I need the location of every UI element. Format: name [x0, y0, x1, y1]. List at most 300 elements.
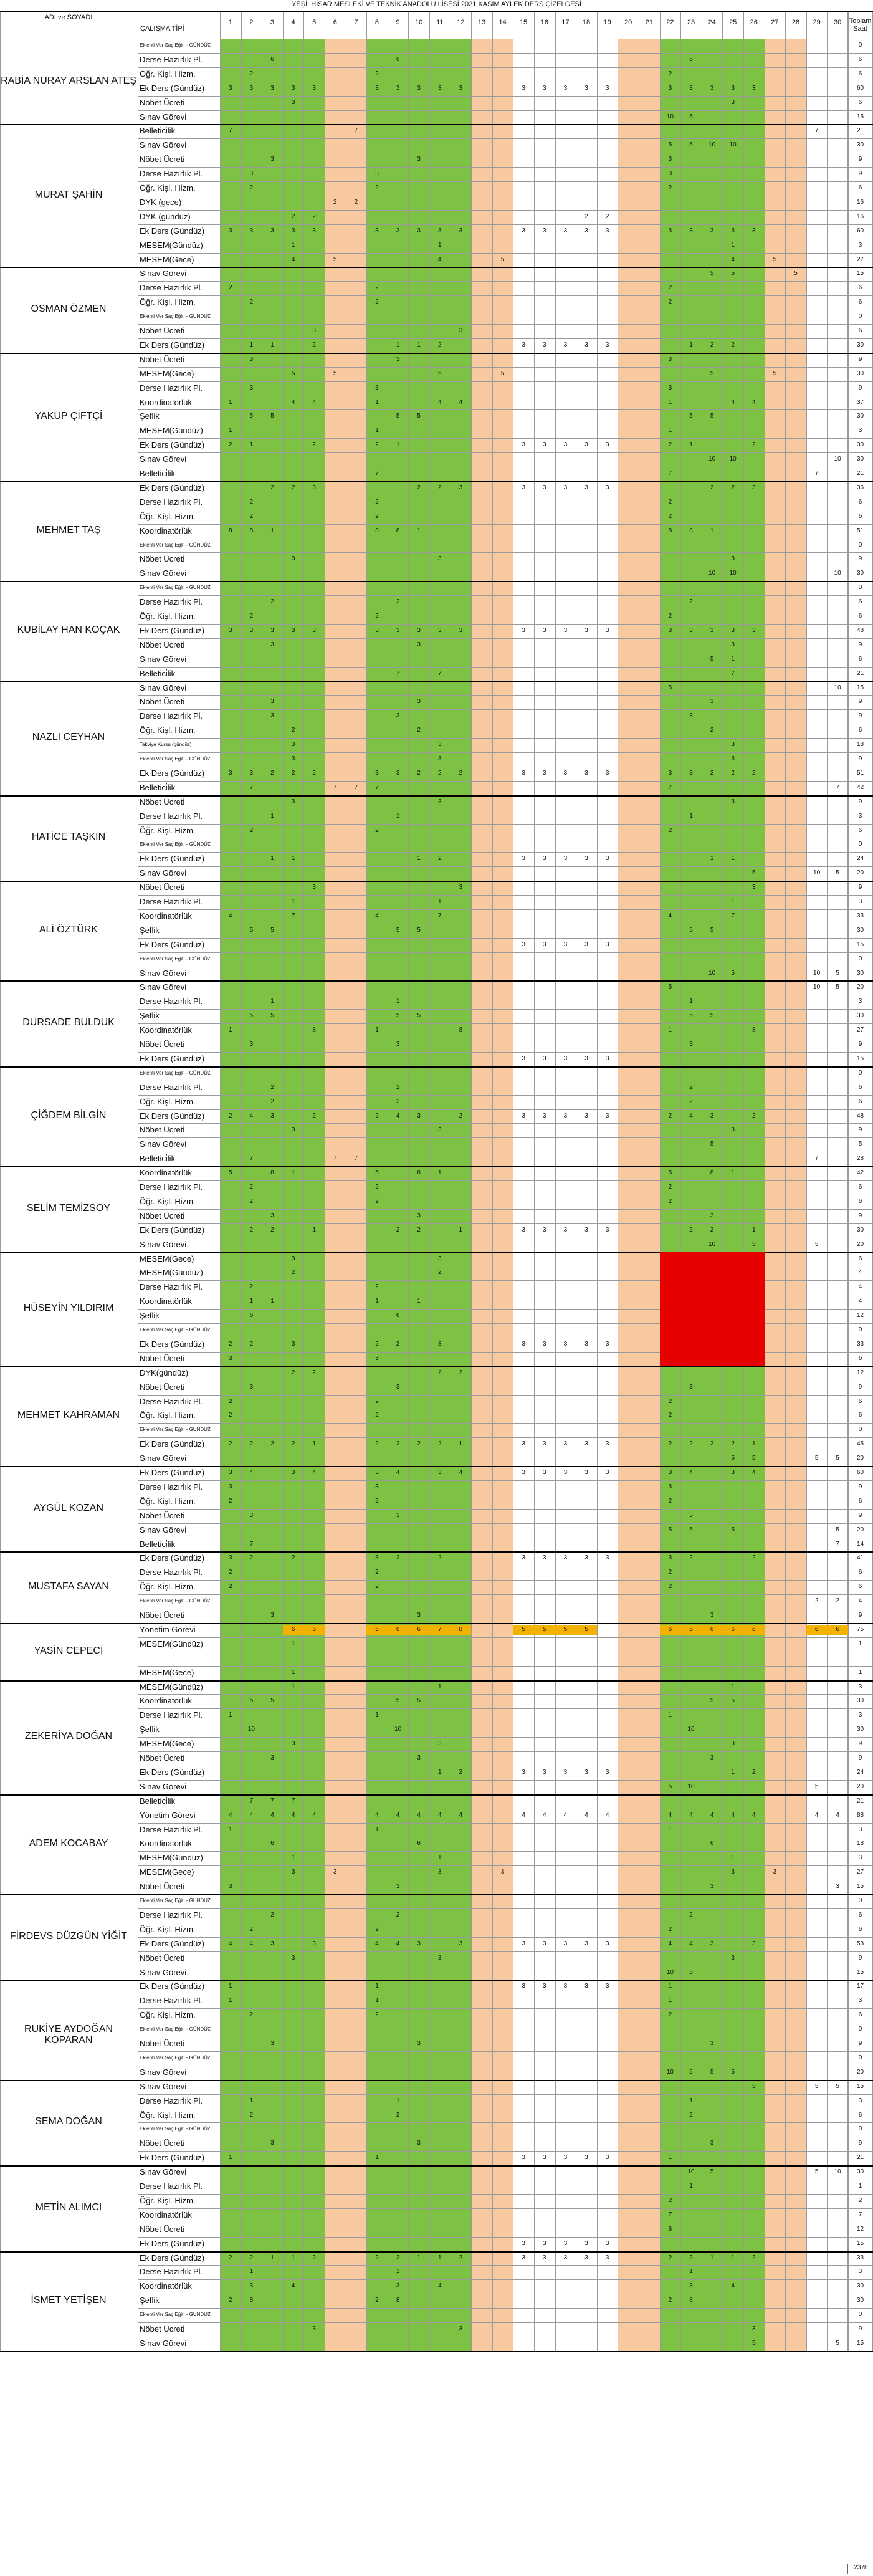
- hour-cell-day-22[interactable]: 2: [668, 1569, 672, 1576]
- hour-cell-day-10[interactable]: 3: [417, 1755, 421, 1761]
- hour-cell-day-2[interactable]: 4: [249, 1112, 254, 1119]
- hour-cell-day-1[interactable]: 3: [229, 1469, 232, 1476]
- hour-cell-day-8[interactable]: 3: [375, 1554, 379, 1562]
- hour-cell-day-24[interactable]: 5: [710, 2168, 714, 2176]
- hour-cell-day-26[interactable]: 8: [752, 1027, 756, 1034]
- hour-cell-day-3[interactable]: 3: [270, 712, 274, 720]
- hour-cell-day-4[interactable]: 1: [291, 1169, 295, 1177]
- hour-cell-day-5[interactable]: 4: [312, 398, 316, 406]
- hour-cell-day-22[interactable]: 4: [668, 1940, 672, 1947]
- hour-cell-day-17[interactable]: 3: [563, 1112, 568, 1119]
- hour-cell-day-18[interactable]: 3: [584, 1440, 588, 1448]
- hour-cell-day-8[interactable]: 2: [375, 498, 379, 505]
- hour-cell-day-18[interactable]: 3: [584, 2154, 588, 2162]
- hour-cell-day-9[interactable]: 6: [396, 1312, 400, 1319]
- hour-cell-day-24[interactable]: 3: [710, 1755, 714, 1761]
- hour-cell-day-4[interactable]: 3: [291, 98, 295, 106]
- hour-cell-day-19[interactable]: 3: [605, 1340, 609, 1348]
- hour-cell-day-1[interactable]: 3: [229, 1554, 232, 1562]
- hour-cell-day-29[interactable]: 4: [814, 1811, 819, 1819]
- hour-cell-day-24[interactable]: 1: [710, 2254, 714, 2261]
- hour-cell-day-3[interactable]: 1: [270, 2254, 274, 2261]
- hour-cell-day-1[interactable]: 2: [229, 1497, 232, 1505]
- hour-cell-day-4[interactable]: 3: [291, 1954, 295, 1961]
- hour-cell-day-10[interactable]: 3: [417, 1612, 421, 1619]
- hour-cell-day-5[interactable]: 6: [303, 1625, 325, 1635]
- hour-cell-day-29[interactable]: 7: [814, 127, 819, 135]
- hour-cell-day-28[interactable]: 5: [794, 270, 798, 277]
- hour-cell-day-23[interactable]: 1: [689, 441, 693, 449]
- hour-cell-day-1[interactable]: 3: [229, 1483, 232, 1490]
- hour-cell-day-3[interactable]: 3: [270, 227, 274, 234]
- hour-cell-day-4[interactable]: 1: [291, 1669, 295, 1676]
- hour-cell-day-11[interactable]: 3: [438, 798, 442, 805]
- hour-cell-day-6[interactable]: 2: [333, 198, 337, 206]
- hour-cell-day-18[interactable]: 5: [576, 1625, 597, 1635]
- hour-cell-day-29[interactable]: 6: [806, 1625, 828, 1635]
- hour-cell-day-16[interactable]: 3: [543, 1340, 546, 1348]
- hour-cell-day-19[interactable]: 3: [605, 2154, 609, 2162]
- hour-cell-day-12[interactable]: 3: [459, 484, 463, 491]
- hour-cell-day-11[interactable]: 2: [438, 769, 442, 777]
- hour-cell-day-9[interactable]: 2: [396, 1440, 400, 1448]
- hour-cell-day-2[interactable]: 5: [249, 1012, 254, 1020]
- hour-cell-day-15[interactable]: 3: [522, 1469, 525, 1476]
- hour-cell-day-23[interactable]: 2: [689, 2254, 693, 2261]
- hour-cell-day-10[interactable]: 2: [417, 727, 421, 734]
- hour-cell-day-5[interactable]: 2: [312, 213, 316, 220]
- hour-cell-day-1[interactable]: 7: [229, 127, 232, 135]
- hour-cell-day-2[interactable]: 3: [249, 1511, 254, 1519]
- hour-cell-day-22[interactable]: 2: [668, 1397, 672, 1405]
- hour-cell-day-8[interactable]: 1: [375, 427, 379, 434]
- hour-cell-day-22[interactable]: 2: [668, 2196, 672, 2204]
- hour-cell-day-22[interactable]: 3: [668, 227, 672, 234]
- hour-cell-day-5[interactable]: 4: [312, 1811, 316, 1819]
- hour-cell-day-1[interactable]: 3: [229, 227, 232, 234]
- hour-cell-day-19[interactable]: 3: [605, 1768, 609, 1776]
- hour-cell-day-8[interactable]: 1: [375, 1027, 379, 1034]
- hour-cell-day-17[interactable]: 5: [555, 1625, 576, 1635]
- hour-cell-day-22[interactable]: 5: [668, 1169, 672, 1177]
- hour-cell-day-2[interactable]: 2: [249, 1226, 254, 1233]
- hour-cell-day-22[interactable]: 3: [668, 769, 672, 777]
- hour-cell-day-11[interactable]: 3: [438, 84, 442, 92]
- hour-cell-day-18[interactable]: 3: [584, 1469, 588, 1476]
- hour-cell-day-15[interactable]: 3: [522, 227, 525, 234]
- hour-cell-day-23[interactable]: 10: [687, 1726, 695, 1733]
- hour-cell-day-17[interactable]: 3: [563, 2239, 568, 2247]
- hour-cell-day-26[interactable]: 3: [752, 1940, 756, 1947]
- hour-cell-day-10[interactable]: 5: [417, 413, 421, 420]
- hour-cell-day-22[interactable]: 3: [668, 1554, 672, 1562]
- hour-cell-day-18[interactable]: 3: [584, 1112, 588, 1119]
- hour-cell-day-2[interactable]: 5: [249, 926, 254, 934]
- hour-cell-day-29[interactable]: 7: [814, 1155, 819, 1162]
- hour-cell-day-3[interactable]: 5: [270, 1697, 274, 1705]
- hour-cell-day-25[interactable]: 7: [731, 669, 735, 677]
- hour-cell-day-3[interactable]: 6: [270, 55, 274, 63]
- hour-cell-day-26[interactable]: 3: [752, 484, 756, 491]
- hour-cell-day-5[interactable]: 2: [312, 1369, 316, 1376]
- hour-cell-day-24[interactable]: 2: [710, 341, 714, 348]
- hour-cell-day-4[interactable]: 1: [291, 1854, 295, 1862]
- hour-cell-day-30[interactable]: 5: [836, 869, 839, 877]
- hour-cell-day-1[interactable]: 1: [229, 2154, 232, 2162]
- hour-cell-day-12[interactable]: 3: [459, 884, 463, 891]
- hour-cell-day-23[interactable]: 10: [687, 1783, 695, 1790]
- hour-cell-day-23[interactable]: 6: [680, 1625, 702, 1635]
- hour-cell-day-9[interactable]: 3: [396, 626, 400, 634]
- hour-cell-day-2[interactable]: 3: [249, 1383, 254, 1391]
- hour-cell-day-19[interactable]: 3: [605, 626, 609, 634]
- hour-cell-day-23[interactable]: 2: [689, 1911, 693, 1918]
- hour-cell-day-9[interactable]: 5: [396, 1697, 400, 1705]
- hour-cell-day-26[interactable]: 2: [752, 1112, 756, 1119]
- hour-cell-day-1[interactable]: 2: [229, 1569, 232, 1576]
- hour-cell-day-9[interactable]: 3: [396, 769, 400, 777]
- hour-cell-day-2[interactable]: 2: [249, 1197, 254, 1205]
- hour-cell-day-24[interactable]: 3: [710, 84, 714, 92]
- hour-cell-day-30[interactable]: 3: [836, 1883, 839, 1890]
- hour-cell-day-29[interactable]: 7: [814, 470, 819, 477]
- hour-cell-day-8[interactable]: 4: [375, 1940, 379, 1947]
- hour-cell-day-23[interactable]: 3: [689, 1041, 693, 1048]
- hour-cell-day-2[interactable]: 2: [249, 70, 254, 77]
- hour-cell-day-11[interactable]: 3: [438, 555, 442, 563]
- hour-cell-day-22[interactable]: 3: [668, 355, 672, 363]
- hour-cell-day-11[interactable]: 1: [438, 1768, 442, 1776]
- hour-cell-day-29[interactable]: 2: [814, 1597, 819, 1605]
- hour-cell-day-22[interactable]: 2: [668, 284, 672, 292]
- hour-cell-day-23[interactable]: 5: [689, 413, 693, 420]
- hour-cell-day-15[interactable]: 4: [522, 1811, 525, 1819]
- hour-cell-day-4[interactable]: 3: [291, 1340, 295, 1348]
- hour-cell-day-25[interactable]: 5: [731, 969, 735, 977]
- hour-cell-day-10[interactable]: 3: [417, 641, 421, 648]
- hour-cell-day-2[interactable]: 2: [249, 1925, 254, 1933]
- hour-cell-day-26[interactable]: 3: [752, 884, 756, 891]
- hour-cell-day-5[interactable]: 4: [312, 1469, 316, 1476]
- hour-cell-day-3[interactable]: 8: [270, 1169, 274, 1177]
- hour-cell-day-22[interactable]: 4: [668, 1811, 672, 1819]
- hour-cell-day-8[interactable]: 1: [375, 398, 379, 406]
- hour-cell-day-27[interactable]: 5: [773, 256, 777, 263]
- hour-cell-day-10[interactable]: 2: [417, 484, 421, 491]
- hour-cell-day-30[interactable]: 4: [836, 1811, 839, 1819]
- hour-cell-day-1[interactable]: 2: [229, 1583, 232, 1591]
- hour-cell-day-1[interactable]: 4: [229, 1811, 232, 1819]
- hour-cell-day-15[interactable]: 3: [522, 2154, 525, 2162]
- hour-cell-day-2[interactable]: 8: [249, 2297, 254, 2304]
- hour-cell-day-8[interactable]: 2: [375, 613, 379, 620]
- hour-cell-day-9[interactable]: 1: [396, 441, 400, 449]
- hour-cell-day-23[interactable]: 4: [689, 1469, 693, 1476]
- hour-cell-day-6[interactable]: 7: [333, 783, 337, 791]
- hour-cell-day-9[interactable]: 4: [396, 1940, 400, 1947]
- hour-cell-day-22[interactable]: 2: [668, 1440, 672, 1448]
- hour-cell-day-27[interactable]: 5: [773, 370, 777, 377]
- hour-cell-day-1[interactable]: 2: [229, 1412, 232, 1419]
- hour-cell-day-9[interactable]: 7: [396, 669, 400, 677]
- hour-cell-day-5[interactable]: 2: [312, 769, 316, 777]
- hour-cell-day-8[interactable]: 2: [375, 1569, 379, 1576]
- hour-cell-day-24[interactable]: 1: [710, 527, 714, 534]
- hour-cell-day-9[interactable]: 6: [396, 55, 400, 63]
- hour-cell-day-2[interactable]: 2: [249, 613, 254, 620]
- hour-cell-day-10[interactable]: 6: [417, 1840, 421, 1847]
- hour-cell-day-25[interactable]: 1: [731, 898, 735, 905]
- hour-cell-day-3[interactable]: 3: [270, 2140, 274, 2147]
- hour-cell-day-23[interactable]: 3: [689, 626, 693, 634]
- hour-cell-day-25[interactable]: 4: [731, 398, 735, 406]
- hour-cell-day-23[interactable]: 6: [689, 55, 693, 63]
- hour-cell-day-25[interactable]: 5: [731, 270, 735, 277]
- hour-cell-day-10[interactable]: 3: [417, 698, 421, 706]
- hour-cell-day-24[interactable]: 3: [710, 1883, 714, 1890]
- hour-cell-day-15[interactable]: 3: [522, 1340, 525, 1348]
- hour-cell-day-23[interactable]: 1: [689, 2097, 693, 2104]
- hour-cell-day-2[interactable]: 4: [249, 1469, 254, 1476]
- hour-cell-day-18[interactable]: 3: [584, 1226, 588, 1233]
- hour-cell-day-5[interactable]: 1: [312, 1440, 316, 1448]
- hour-cell-day-9[interactable]: 6: [388, 1625, 409, 1635]
- hour-cell-day-2[interactable]: 3: [249, 384, 254, 391]
- hour-cell-day-10[interactable]: 5: [417, 1697, 421, 1705]
- hour-cell-day-7[interactable]: 7: [354, 127, 358, 135]
- hour-cell-day-4[interactable]: 4: [291, 2282, 295, 2290]
- hour-cell-day-9[interactable]: 2: [396, 2111, 400, 2119]
- hour-cell-day-8[interactable]: 2: [375, 1184, 379, 1190]
- hour-cell-day-25[interactable]: 3: [731, 1869, 735, 1876]
- hour-cell-day-22[interactable]: 2: [668, 1925, 672, 1933]
- hour-cell-day-8[interactable]: 3: [375, 84, 379, 92]
- hour-cell-day-23[interactable]: 1: [689, 812, 693, 820]
- hour-cell-day-1[interactable]: 1: [229, 1712, 232, 1719]
- hour-cell-day-4[interactable]: 4: [291, 1811, 295, 1819]
- hour-cell-day-10[interactable]: 1: [417, 2254, 421, 2261]
- hour-cell-day-15[interactable]: 3: [522, 441, 525, 449]
- hour-cell-day-24[interactable]: 6: [710, 1840, 714, 1847]
- hour-cell-day-25[interactable]: 2: [731, 484, 735, 491]
- hour-cell-day-11[interactable]: 3: [438, 1340, 442, 1348]
- hour-cell-day-18[interactable]: 3: [584, 1554, 588, 1562]
- hour-cell-day-19[interactable]: 3: [605, 1226, 609, 1233]
- hour-cell-day-9[interactable]: 3: [396, 1041, 400, 1048]
- hour-cell-day-9[interactable]: 3: [396, 1383, 400, 1391]
- hour-cell-day-22[interactable]: 6: [660, 1625, 681, 1635]
- hour-cell-day-30[interactable]: 5: [836, 2339, 839, 2347]
- hour-cell-day-19[interactable]: 3: [605, 2239, 609, 2247]
- hour-cell-day-19[interactable]: 3: [605, 341, 609, 348]
- hour-cell-day-11[interactable]: 4: [438, 1811, 442, 1819]
- hour-cell-day-9[interactable]: 3: [396, 1883, 400, 1890]
- hour-cell-day-16[interactable]: 3: [543, 1055, 546, 1062]
- hour-cell-day-9[interactable]: 1: [396, 2268, 400, 2276]
- hour-cell-day-23[interactable]: 5: [689, 1012, 693, 1020]
- hour-cell-day-18[interactable]: 3: [584, 84, 588, 92]
- hour-cell-day-25[interactable]: 3: [731, 1740, 735, 1748]
- hour-cell-day-23[interactable]: 5: [689, 1968, 693, 1976]
- hour-cell-day-25[interactable]: 3: [731, 1469, 735, 1476]
- hour-cell-day-10[interactable]: 1: [417, 855, 421, 863]
- hour-cell-day-22[interactable]: 2: [668, 1197, 672, 1205]
- hour-cell-day-11[interactable]: 2: [438, 341, 442, 348]
- hour-cell-day-11[interactable]: 5: [438, 370, 442, 377]
- hour-cell-day-11[interactable]: 2: [438, 1440, 442, 1448]
- hour-cell-day-9[interactable]: 3: [396, 355, 400, 363]
- hour-cell-day-24[interactable]: 5: [710, 2068, 714, 2076]
- hour-cell-day-19[interactable]: 3: [605, 1983, 609, 1990]
- hour-cell-day-26[interactable]: 5: [752, 1240, 756, 1248]
- hour-cell-day-5[interactable]: 1: [312, 1226, 316, 1233]
- hour-cell-day-16[interactable]: 3: [543, 1440, 546, 1448]
- hour-cell-day-9[interactable]: 5: [396, 413, 400, 420]
- hour-cell-day-10[interactable]: 1: [417, 1298, 421, 1305]
- hour-cell-day-8[interactable]: 2: [375, 1412, 379, 1419]
- hour-cell-day-4[interactable]: 3: [291, 741, 295, 749]
- hour-cell-day-25[interactable]: 2: [731, 341, 735, 348]
- hour-cell-day-12[interactable]: 3: [459, 327, 463, 334]
- hour-cell-day-24[interactable]: 5: [710, 926, 714, 934]
- hour-cell-day-30[interactable]: 7: [836, 783, 839, 791]
- hour-cell-day-25[interactable]: 3: [731, 1954, 735, 1961]
- hour-cell-day-19[interactable]: 3: [605, 1112, 609, 1119]
- hour-cell-day-11[interactable]: 4: [438, 2282, 442, 2290]
- hour-cell-day-2[interactable]: 1: [249, 2268, 254, 2276]
- hour-cell-day-8[interactable]: 4: [375, 1811, 379, 1819]
- hour-cell-day-24[interactable]: 3: [710, 1940, 714, 1947]
- hour-cell-day-30[interactable]: 10: [834, 570, 841, 577]
- hour-cell-day-2[interactable]: 1: [249, 2097, 254, 2104]
- hour-cell-day-22[interactable]: 2: [668, 2297, 672, 2304]
- hour-cell-day-11[interactable]: 1: [438, 1169, 442, 1177]
- hour-cell-day-2[interactable]: 1: [249, 341, 254, 348]
- hour-cell-day-5[interactable]: 3: [312, 327, 316, 334]
- hour-cell-day-1[interactable]: 4: [229, 1940, 232, 1947]
- hour-cell-day-11[interactable]: 1: [438, 241, 442, 249]
- hour-cell-day-3[interactable]: 3: [270, 698, 274, 706]
- hour-cell-day-12[interactable]: 4: [459, 1469, 463, 1476]
- hour-cell-day-3[interactable]: 2: [270, 1083, 274, 1091]
- hour-cell-day-3[interactable]: 3: [270, 1612, 274, 1619]
- hour-cell-day-4[interactable]: 1: [291, 898, 295, 905]
- hour-cell-day-22[interactable]: 2: [668, 184, 672, 191]
- hour-cell-day-4[interactable]: 7: [291, 1797, 295, 1804]
- hour-cell-day-22[interactable]: 5: [668, 984, 672, 991]
- hour-cell-day-4[interactable]: 3: [291, 755, 295, 762]
- hour-cell-day-22[interactable]: 3: [668, 1483, 672, 1490]
- hour-cell-day-19[interactable]: 3: [605, 1440, 609, 1448]
- hour-cell-day-25[interactable]: 3: [731, 555, 735, 563]
- hour-cell-day-30[interactable]: 7: [836, 1540, 839, 1548]
- hour-cell-day-22[interactable]: 2: [668, 1184, 672, 1190]
- hour-cell-day-9[interactable]: 1: [396, 341, 400, 348]
- hour-cell-day-16[interactable]: 3: [543, 2254, 546, 2261]
- hour-cell-day-25[interactable]: 1: [731, 1854, 735, 1862]
- hour-cell-day-23[interactable]: 5: [689, 113, 693, 120]
- hour-cell-day-11[interactable]: 3: [438, 227, 442, 234]
- hour-cell-day-15[interactable]: 3: [522, 1983, 525, 1990]
- hour-cell-day-8[interactable]: 2: [375, 2297, 379, 2304]
- hour-cell-day-11[interactable]: 7: [438, 912, 442, 919]
- hour-cell-day-4[interactable]: 3: [291, 1869, 295, 1876]
- hour-cell-day-18[interactable]: 3: [584, 227, 588, 234]
- hour-cell-day-19[interactable]: 3: [605, 1469, 609, 1476]
- hour-cell-day-14[interactable]: 5: [500, 256, 505, 263]
- hour-cell-day-11[interactable]: 1: [438, 2254, 442, 2261]
- hour-cell-day-18[interactable]: 3: [584, 441, 588, 449]
- hour-cell-day-12[interactable]: 2: [459, 1768, 463, 1776]
- hour-cell-day-8[interactable]: 2: [375, 2011, 379, 2019]
- hour-cell-day-24[interactable]: 8: [710, 1169, 714, 1177]
- hour-cell-day-3[interactable]: 3: [270, 626, 274, 634]
- hour-cell-day-2[interactable]: 2: [249, 512, 254, 520]
- hour-cell-day-5[interactable]: 3: [312, 84, 316, 92]
- hour-cell-day-15[interactable]: 3: [522, 2239, 525, 2247]
- hour-cell-day-25[interactable]: 4: [731, 1811, 735, 1819]
- hour-cell-day-25[interactable]: 3: [731, 1126, 735, 1134]
- hour-cell-day-2[interactable]: 3: [249, 84, 254, 92]
- hour-cell-day-4[interactable]: 1: [291, 241, 295, 249]
- hour-cell-day-26[interactable]: 5: [752, 2339, 756, 2347]
- hour-cell-day-25[interactable]: 5: [731, 1697, 735, 1705]
- hour-cell-day-9[interactable]: 3: [396, 1511, 400, 1519]
- hour-cell-day-9[interactable]: 1: [396, 998, 400, 1005]
- hour-cell-day-2[interactable]: 2: [249, 826, 254, 834]
- hour-cell-day-26[interactable]: 3: [752, 84, 756, 92]
- hour-cell-day-17[interactable]: 3: [563, 1055, 568, 1062]
- hour-cell-day-3[interactable]: 7: [270, 1797, 274, 1804]
- hour-cell-day-23[interactable]: 2: [689, 1098, 693, 1105]
- hour-cell-day-8[interactable]: 3: [375, 227, 379, 234]
- hour-cell-day-22[interactable]: 3: [668, 84, 672, 92]
- hour-cell-day-29[interactable]: 10: [813, 969, 821, 977]
- hour-cell-day-2[interactable]: 7: [249, 1797, 254, 1804]
- hour-cell-day-25[interactable]: 1: [731, 241, 735, 249]
- hour-cell-day-9[interactable]: 1: [396, 812, 400, 820]
- hour-cell-day-10[interactable]: 3: [417, 156, 421, 163]
- hour-cell-day-22[interactable]: 2: [668, 613, 672, 620]
- hour-cell-day-11[interactable]: 3: [438, 1469, 442, 1476]
- hour-cell-day-2[interactable]: 10: [247, 1726, 255, 1733]
- hour-cell-day-22[interactable]: 2: [668, 2011, 672, 2019]
- hour-cell-day-12[interactable]: 3: [459, 2325, 463, 2332]
- hour-cell-day-5[interactable]: 2: [312, 341, 316, 348]
- hour-cell-day-16[interactable]: 3: [543, 441, 546, 449]
- hour-cell-day-30[interactable]: 10: [834, 456, 841, 463]
- hour-cell-day-25[interactable]: 3: [731, 755, 735, 762]
- hour-cell-day-8[interactable]: 8: [375, 527, 379, 534]
- hour-cell-day-26[interactable]: 5: [752, 869, 756, 877]
- hour-cell-day-24[interactable]: 5: [710, 1012, 714, 1020]
- hour-cell-day-30[interactable]: 5: [836, 1455, 839, 1462]
- hour-cell-day-2[interactable]: 3: [249, 1041, 254, 1048]
- hour-cell-day-1[interactable]: 2: [229, 1112, 232, 1119]
- hour-cell-day-16[interactable]: 3: [543, 1768, 546, 1776]
- hour-cell-day-2[interactable]: 2: [249, 1554, 254, 1562]
- hour-cell-day-15[interactable]: 3: [522, 1226, 525, 1233]
- hour-cell-day-17[interactable]: 3: [563, 941, 568, 948]
- hour-cell-day-8[interactable]: 2: [375, 1440, 379, 1448]
- hour-cell-day-8[interactable]: 2: [375, 1497, 379, 1505]
- hour-cell-day-4[interactable]: 3: [291, 798, 295, 805]
- hour-cell-day-10[interactable]: 3: [417, 1212, 421, 1219]
- hour-cell-day-23[interactable]: 4: [689, 1811, 693, 1819]
- hour-cell-day-12[interactable]: 3: [459, 227, 463, 234]
- hour-cell-day-19[interactable]: 3: [605, 2254, 609, 2261]
- hour-cell-day-8[interactable]: 7: [375, 470, 379, 477]
